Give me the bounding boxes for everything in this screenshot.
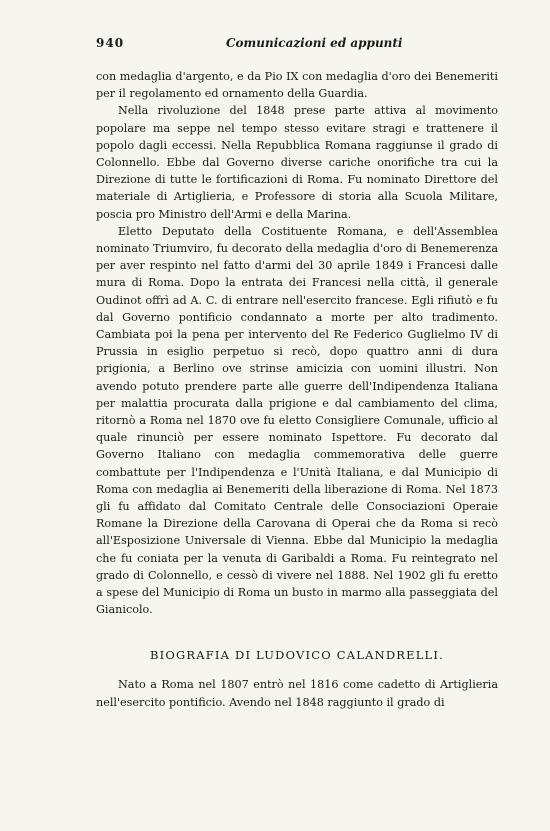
main-text <box>96 68 498 619</box>
paragraph-continuation: con medaglia d'argento, e da Pio IX con medaglia d'oro dei Benemeriti per il regolamento ed ornamento della Guardia. <box>96 70 498 101</box>
page-header <box>96 36 496 54</box>
page-number: 940 <box>96 36 125 50</box>
paragraph-biography: Nato a Roma nel 1807 entrò nel 1816 come cadetto di Artiglieria nell'esercito pontificio. Avendo nel 1848 raggiunto il grado di <box>96 678 498 709</box>
biography-text <box>96 676 498 712</box>
paragraph-revolution: Nella rivoluzione del 1848 prese parte attiva al movimento popolare ma seppe nel tempo stesso evitare stragi e trattenere il popolo dagli eccessi. Nella Repubblica Romana raggiunse il grado di Colonnello. Ebbe dal Governo diverse cariche onorifiche tra cui la Direzione di tutte le fortificazioni di Roma. Fu nominato Direttore del materiale di Artiglieria, e Professore di storia alla Scuola Militare, poscia pro Ministro dell'Armi e della Marina. <box>96 104 498 221</box>
paragraph-deputy: Eletto Deputato della Costituente Romana, e dell'Assemblea nominato Triumviro, fu decorato della medaglia d'oro di Benemerenza per aver respinto nel fatto d'armi del 30 aprile 1849 i Francesi dalle mura di Roma. Dopo la entrata dei Francesi nella città, il generale Oudinot offrì ad A. C. di entrare nell'esercito francese. Egli rifiutò e fu dal Governo pontificio condannato a morte per alto tradimento. Cambiata poi la pena per intervento del Re Federico Guglielmo IV di Prussia in esiglio perpetuo si recò, dopo quattro anni di dura prigionia, a Berlino ove strinse amicizia con uomini illustri. Non avendo potuto prendere parte alle guerre dell'Indipendenza Italiana per malattia procurata dalla prigione e dal cambiamento del clima, ritornò a Roma nel 1870 ove fu eletto Consigliere Comunale, ufficio al quale rinunciò per essere nominato Ispettore. Fu decorato dal Governo Italiano con medaglia commemorativa delle guerre combattute per l'Indipendenza e l'Unità Italiana, e dal Municipio di Roma con medaglia ai Benemeriti della liberazione di Roma. Nel 1873 gli fu affidato dal Comitato Centrale delle Consociazioni Operaie Romane la Direzione della Carovana di Operai che da Roma si recò all'Esposizione Universale di Vienna. Ebbe dal Municipio la medaglia che fu coniata per la venuta di Garibaldi a Roma. Fu reintegrato nel grado di Colonnello, e cessò di vivere nel 1888. Nel 1902 gli fu eretto a spese del Municipio di Roma un busto in marmo alla passeggiata del Gianicolo. <box>96 224 498 617</box>
running-head: Comunicazioni ed appunti <box>226 36 403 50</box>
section-title: BIOGRAFIA DI LUDOVICO CALANDRELLI. <box>149 648 444 662</box>
